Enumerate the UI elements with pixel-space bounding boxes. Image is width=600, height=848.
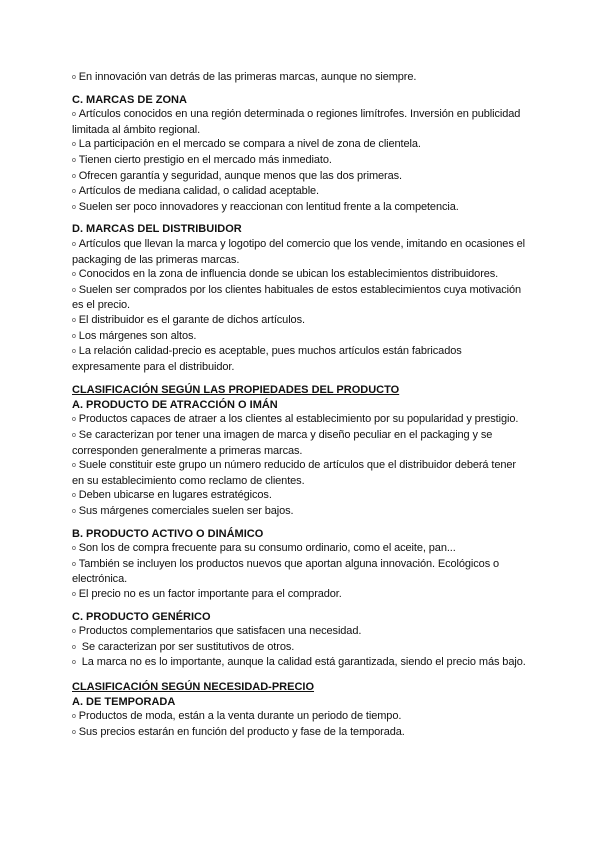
bullet-icon: o [72,348,76,356]
bullet-icon: o [72,508,76,516]
list-item: o Suelen ser comprados por los clientes habituales de estos establecimientos cuya motivación es el precio. [72,283,522,312]
list-item: o Son los de compra frecuente para su consumo ordinario, como el aceite, pan... [72,542,456,555]
list-item: o Productos complementarios que satisfacen una necesidad. [72,625,362,638]
bullet-icon: o [72,111,76,119]
list-item: o Deben ubicarse en lugares estratégicos. [72,489,272,502]
list-item: o Conocidos en la zona de influencia donde se ubican los establecimientos distribuidores. [72,268,499,281]
list-item: o Productos de moda, están a la venta durante un periodo de tiempo. [72,710,402,723]
bullet-icon: o [72,286,76,294]
bullet-icon: o [72,643,76,651]
bullet-icon: o [72,141,76,149]
bullet-icon: o [72,271,76,279]
list-item: o Los márgenes son altos. [72,329,197,342]
list-item: o Sus márgenes comerciales suelen ser bajos. [72,505,294,518]
list-item: o Sus precios estarán en función del producto y fase de la temporada. [72,725,405,738]
list-item: o La relación calidad-precio es aceptable, pues muchos artículos están fabricados expresamente para el distribuidor. [72,345,462,373]
list-item: o Suelen ser poco innovadores y reaccionan con lentitud frente a la competencia. [72,200,459,213]
bullet-icon: o [72,432,76,440]
bullet-icon: o [72,713,76,721]
list-item: o Artículos conocidos en una región determinada o regiones limítrofes. Inversión en publicidad limitada al ámbito regional. [72,108,521,136]
list-item: o Tienen cierto prestigio en el mercado más inmediato. [72,153,332,166]
bullet-icon: o [72,332,76,340]
bullet-icon: o [72,172,76,180]
section-heading: B. PRODUCTO ACTIVO O DINÁMICO [72,527,264,540]
bullet-icon: o [72,416,76,424]
bullet-icon: o [72,203,76,211]
bullet-icon: o [72,659,76,667]
main-heading: CLASIFICACIÓN SEGÚN NECESIDAD-PRECIO [72,680,315,693]
bullet-icon: o [72,728,76,736]
list-item: o Se caracterizan por tener una imagen de marca y diseño peculiar en el packaging y se corresponden generalmente a primeras marcas. [72,429,493,457]
list-item: o Ofrecen garantía y seguridad, aunque menos que las dos primeras. [72,169,402,182]
bullet-icon: o [72,462,76,470]
list-item: o El precio no es un factor importante para el comprador. [72,588,342,600]
section-heading: C. MARCAS DE ZONA [72,93,187,106]
list-item: o El distribuidor es el garante de dichos artículos. [72,313,305,326]
bullet-icon: o [72,188,76,196]
bullet-icon: o [72,628,76,636]
bullet-icon: o [72,545,76,553]
list-item: o También se incluyen los productos nuevos que aportan alguna innovación. Ecológicos o electrónica. [72,557,500,586]
list-item: o La participación en el mercado se compara a nivel de zona de clientela. [72,138,421,151]
list-item: o Artículos que llevan la marca y logotipo del comercio que los vende, imitando en ocasiones el packaging de las primeras marcas. [72,237,526,266]
section-heading: A. DE TEMPORADA [72,695,176,708]
list-item: o En innovación van detrás de las primeras marcas, aunque no siempre. [72,71,417,83]
bullet-icon: o [72,240,76,248]
bullet-icon: o [72,560,76,568]
section-heading: C. PRODUCTO GENÉRICO [72,610,211,623]
list-item: o La marca no es lo importante, aunque la calidad está garantizada, siendo el precio más bajo. [72,656,526,669]
bullet-icon: o [72,316,76,324]
section-heading: A. PRODUCTO DE ATRACCIÓN O IMÁN [72,398,278,411]
main-heading: CLASIFICACIÓN SEGÚN LAS PROPIEDADES DEL PRODUCTO [72,384,400,397]
bullet-icon: o [72,591,76,598]
bullet-icon: o [72,156,76,164]
section-heading: D. MARCAS DEL DISTRIBUIDOR [72,223,242,236]
list-item: o Suele constituir este grupo un número reducido de artículos que el distribuidor deberá tener en su establecimiento como reclamo de clientes. [72,459,516,487]
list-item: o Se caracterizan por ser sustitutivos de otros. [72,640,295,653]
list-item: o Artículos de mediana calidad, o calidad aceptable. [72,185,320,198]
list-item: o Productos capaces de atraer a los clientes al establecimiento por su popularidad y prestigio. [72,413,519,426]
bullet-icon: o [72,492,76,500]
bullet-icon: o [72,74,76,81]
